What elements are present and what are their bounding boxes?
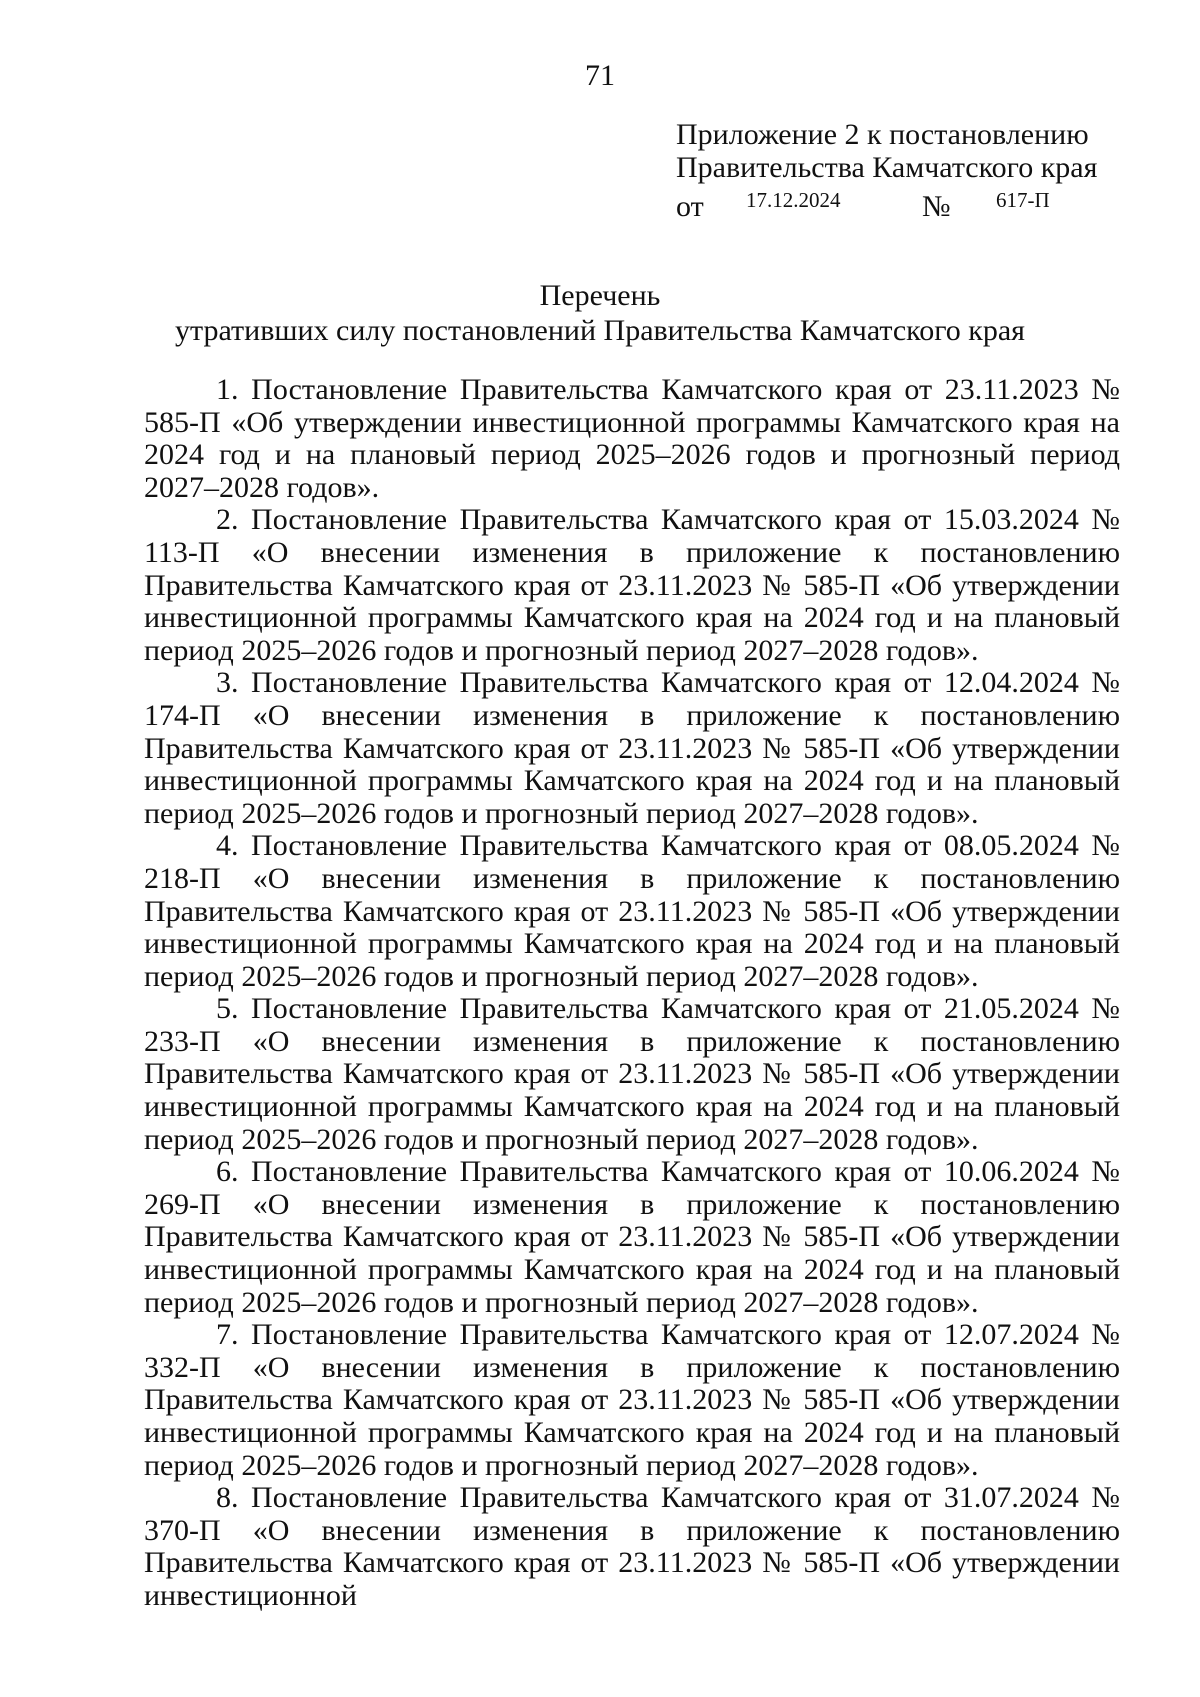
list-item-4: 4. Постановление Правительства Камчатского края от 08.05.2024 № 218-П «О внесении изменения в приложение к постановлению Правительства Камчатского края от 23.11.2023 № 585-П «Об утверждении инвестиционной программы Камчатского края на 2024 год и на плановый период 2025–2026 годов и прогнозный период 2027–2028 годов».	[144, 829, 1120, 993]
list-item-8: 8. Постановление Правительства Камчатского края от 31.07.2024 № 370-П «О внесении изменения в приложение к постановлению Правительства Камчатского края от 23.11.2023 № 585-П «Об утверждении инвестиционной	[144, 1481, 1120, 1612]
resolution-date: 17.12.2024	[746, 188, 841, 212]
repealed-resolutions-list	[144, 374, 1120, 1613]
document-title	[0, 278, 1200, 348]
from-label: от	[676, 190, 704, 223]
title-line-2: утративших силу постановлений Правительства Камчатского края	[175, 314, 1025, 347]
appendix-line-2: Правительства Камчатского края	[676, 151, 1098, 184]
title-line-1: Перечень	[539, 279, 661, 312]
appendix-line-1: Приложение 2 к постановлению	[676, 118, 1089, 151]
appendix-header	[676, 118, 1146, 224]
list-item-2: 2. Постановление Правительства Камчатского края от 15.03.2024 № 113-П «О внесении изменения в приложение к постановлению Правительства Камчатского края от 23.11.2023 № 585-П «Об утверждении инвестиционной программы Камчатского края на 2024 год и на плановый период 2025–2026 годов и прогнозный период 2027–2028 годов».	[144, 503, 1120, 667]
resolution-number: 617-П	[996, 188, 1050, 212]
list-item-5: 5. Постановление Правительства Камчатского края от 21.05.2024 № 233-П «О внесении изменения в приложение к постановлению Правительства Камчатского края от 23.11.2023 № 585-П «Об утверждении инвестиционной программы Камчатского края на 2024 год и на плановый период 2025–2026 годов и прогнозный период 2027–2028 годов».	[144, 992, 1120, 1156]
list-item-7: 7. Постановление Правительства Камчатского края от 12.07.2024 № 332-П «О внесении изменения в приложение к постановлению Правительства Камчатского края от 23.11.2023 № 585-П «Об утверждении инвестиционной программы Камчатского края на 2024 год и на плановый период 2025–2026 годов и прогнозный период 2027–2028 годов».	[144, 1318, 1120, 1482]
list-item-3: 3. Постановление Правительства Камчатского края от 12.04.2024 № 174-П «О внесении изменения в приложение к постановлению Правительства Камчатского края от 23.11.2023 № 585-П «Об утверждении инвестиционной программы Камчатского края на 2024 год и на плановый период 2025–2026 годов и прогнозный период 2027–2028 годов».	[144, 666, 1120, 830]
page-number: 71	[585, 59, 615, 92]
list-item-1: 1. Постановление Правительства Камчатского края от 23.11.2023 № 585-П «Об утверждении инвестиционной программы Камчатского края на 2024 год и на плановый период 2025–2026 годов и прогнозный период 2027–2028 годов».	[144, 373, 1120, 504]
list-item-6: 6. Постановление Правительства Камчатского края от 10.06.2024 № 269-П «О внесении изменения в приложение к постановлению Правительства Камчатского края от 23.11.2023 № 585-П «Об утверждении инвестиционной программы Камчатского края на 2024 год и на плановый период 2025–2026 годов и прогнозный период 2027–2028 годов».	[144, 1155, 1120, 1319]
number-sign: №	[922, 190, 951, 223]
appendix-date-line	[676, 184, 1146, 224]
